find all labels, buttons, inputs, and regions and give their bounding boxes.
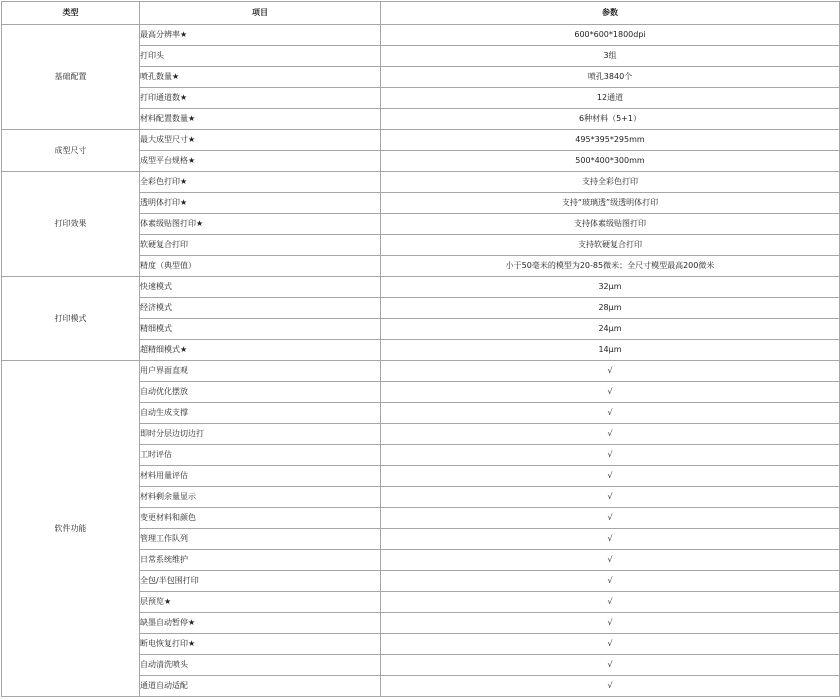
item-cell: 自动生成支撑 <box>140 403 381 424</box>
category-cell: 基础配置 <box>2 25 140 130</box>
value-cell: 小于50毫米的模型为20-85微米；全尺寸模型最高200微米 <box>381 256 840 277</box>
item-cell: 日常系统维护 <box>140 550 381 571</box>
value-cell: √ <box>381 529 840 550</box>
category-cell: 成型尺寸 <box>2 130 140 172</box>
item-cell: 喷孔数量★ <box>140 67 381 88</box>
value-cell: √ <box>381 676 840 697</box>
value-cell: √ <box>381 550 840 571</box>
value-cell: √ <box>381 403 840 424</box>
category-cell: 软件功能 <box>2 361 140 697</box>
item-cell: 用户界面直观 <box>140 361 381 382</box>
item-cell: 管理工作队列 <box>140 529 381 550</box>
value-cell: √ <box>381 382 840 403</box>
value-cell: 12通道 <box>381 88 840 109</box>
header-category: 类型 <box>2 2 140 25</box>
value-cell: 6种材料（5+1） <box>381 109 840 130</box>
item-cell: 精度（典型值） <box>140 256 381 277</box>
item-cell: 通道自动适配 <box>140 676 381 697</box>
value-cell: √ <box>381 655 840 676</box>
item-cell: 自动清洗喷头 <box>140 655 381 676</box>
item-cell: 材料剩余量显示 <box>140 487 381 508</box>
table-row <box>2 361 840 382</box>
item-cell: 缺墨自动暂停★ <box>140 613 381 634</box>
value-cell: √ <box>381 361 840 382</box>
value-cell: √ <box>381 592 840 613</box>
value-cell: √ <box>381 466 840 487</box>
value-cell: 3组 <box>381 46 840 67</box>
item-cell: 变更材料和颜色 <box>140 508 381 529</box>
value-cell: √ <box>381 424 840 445</box>
value-cell: √ <box>381 634 840 655</box>
category-cell: 打印模式 <box>2 277 140 361</box>
item-cell: 全彩色打印★ <box>140 172 381 193</box>
item-cell: 体素级贴图打印★ <box>140 214 381 235</box>
item-cell: 超精细模式★ <box>140 340 381 361</box>
item-cell: 断电恢复打印★ <box>140 634 381 655</box>
header-item: 项目 <box>140 2 381 25</box>
item-cell: 经济模式 <box>140 298 381 319</box>
spec-body <box>2 25 840 697</box>
value-cell: 支持“玻璃透”级透明体打印 <box>381 193 840 214</box>
value-cell: 支持体素级贴图打印 <box>381 214 840 235</box>
table-row <box>2 130 840 151</box>
item-cell: 即时分层边切边打 <box>140 424 381 445</box>
item-cell: 精细模式 <box>140 319 381 340</box>
value-cell: 32μm <box>381 277 840 298</box>
item-cell: 打印头 <box>140 46 381 67</box>
item-cell: 成型平台规格★ <box>140 151 381 172</box>
value-cell: 500*400*300mm <box>381 151 840 172</box>
spec-table <box>1 1 840 697</box>
value-cell: 24μm <box>381 319 840 340</box>
item-cell: 材料配置数量★ <box>140 109 381 130</box>
item-cell: 材料用量评估 <box>140 466 381 487</box>
item-cell: 全包/半包围打印 <box>140 571 381 592</box>
table-row <box>2 277 840 298</box>
value-cell: 600*600*1800dpi <box>381 25 840 46</box>
item-cell: 最大成型尺寸★ <box>140 130 381 151</box>
item-cell: 自动优化摆放 <box>140 382 381 403</box>
value-cell: 支持软硬复合打印 <box>381 235 840 256</box>
value-cell: √ <box>381 508 840 529</box>
table-row <box>2 25 840 46</box>
header-parameter: 参数 <box>381 2 840 25</box>
value-cell: √ <box>381 445 840 466</box>
table-row <box>2 172 840 193</box>
value-cell: 支持全彩色打印 <box>381 172 840 193</box>
value-cell: 14μm <box>381 340 840 361</box>
item-cell: 软硬复合打印 <box>140 235 381 256</box>
value-cell: √ <box>381 613 840 634</box>
category-cell: 打印效果 <box>2 172 140 277</box>
value-cell: 495*395*295mm <box>381 130 840 151</box>
header-row <box>2 2 840 25</box>
value-cell: √ <box>381 487 840 508</box>
value-cell: 28μm <box>381 298 840 319</box>
value-cell: 喷孔3840个 <box>381 67 840 88</box>
item-cell: 工时评估 <box>140 445 381 466</box>
item-cell: 快速模式 <box>140 277 381 298</box>
item-cell: 打印通道数★ <box>140 88 381 109</box>
item-cell: 层预览★ <box>140 592 381 613</box>
item-cell: 最高分辨率★ <box>140 25 381 46</box>
item-cell: 透明体打印★ <box>140 193 381 214</box>
value-cell: √ <box>381 571 840 592</box>
